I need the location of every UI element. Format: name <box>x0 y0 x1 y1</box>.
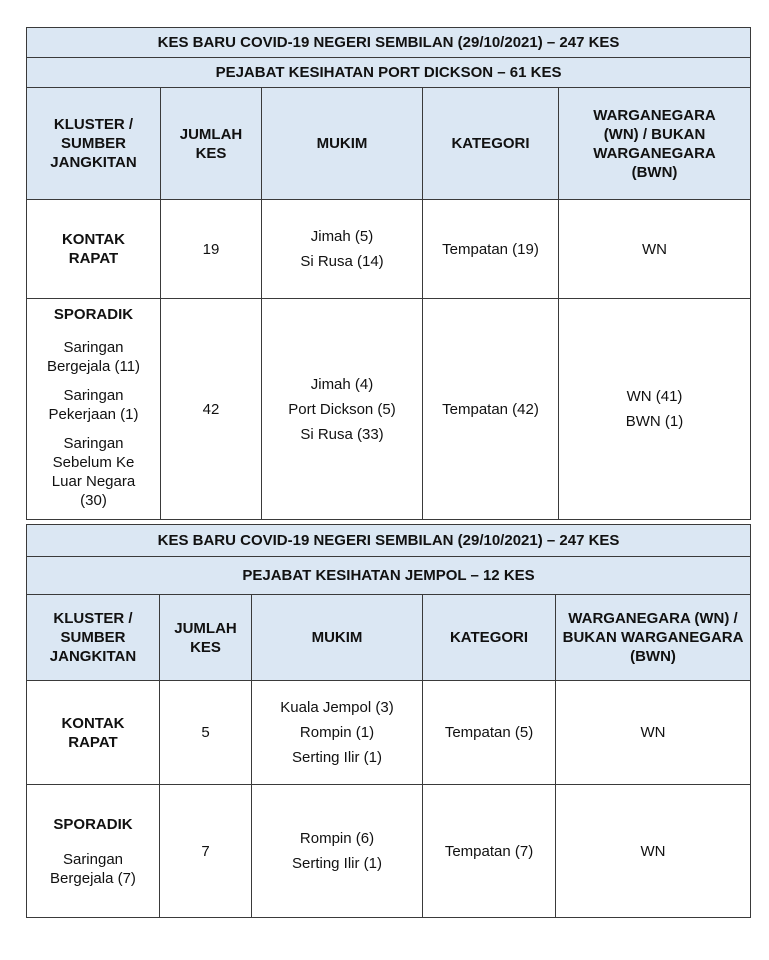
header-warganegara: WARGANEGARA (WN) / BUKAN WARGANEGARA (BWN) <box>556 595 751 681</box>
health-office-title: PEJABAT KESIHATAN PORT DICKSON – 61 KES <box>27 58 751 88</box>
header-mukim: MUKIM <box>252 595 423 681</box>
kategori-cell: Tempatan (7) <box>423 785 556 918</box>
port-dickson-table <box>26 27 751 520</box>
sub-source: Saringan Sebelum Ke Luar Negara (30) <box>51 435 136 509</box>
warga-cell <box>559 299 751 520</box>
mukim-item: Port Dickson (5) <box>288 400 396 418</box>
sub-source: Saringan Bergejala (7) <box>50 850 136 887</box>
kluster-cell: KONTAK RAPAT <box>27 681 160 785</box>
mukim-item: Jimah (5) <box>310 228 374 245</box>
jumlah-cell: 42 <box>161 299 262 520</box>
kluster-cell <box>27 299 161 520</box>
report-title: KES BARU COVID-19 NEGERI SEMBILAN (29/10/2021) – 247 KES <box>27 28 751 58</box>
jumlah-cell: 19 <box>161 200 262 299</box>
kluster-label: SPORADIK <box>53 815 133 833</box>
mukim-item: Si Rusa (14) <box>300 253 384 270</box>
warga-item: WN (41) <box>626 388 683 405</box>
warga-cell: WN <box>559 200 751 299</box>
sub-source: Saringan Pekerjaan (1) <box>48 387 139 423</box>
kluster-cell: KONTAK RAPAT <box>27 200 161 299</box>
warga-item: BWN (1) <box>625 413 684 430</box>
mukim-cell <box>252 681 423 785</box>
mukim-item: Serting Ilir (1) <box>291 855 383 872</box>
header-jumlah: JUMLAH KES <box>160 595 252 681</box>
header-kategori: KATEGORI <box>423 88 559 200</box>
sub-source: Saringan Bergejala (11) <box>46 339 141 375</box>
table-row <box>27 200 751 299</box>
jempol-table <box>26 524 751 918</box>
mukim-item: Rompin (6) <box>299 830 375 847</box>
jumlah-cell: 5 <box>160 681 252 785</box>
header-jumlah: JUMLAH KES <box>161 88 262 200</box>
header-kategori: KATEGORI <box>423 595 556 681</box>
kluster-label: SPORADIK <box>53 306 134 323</box>
mukim-item: Rompin (1) <box>299 724 375 741</box>
jumlah-cell: 7 <box>160 785 252 918</box>
kategori-cell: Tempatan (19) <box>423 200 559 299</box>
mukim-item: Jimah (4) <box>310 375 374 393</box>
mukim-cell <box>252 785 423 918</box>
mukim-cell <box>262 200 423 299</box>
kategori-cell: Tempatan (42) <box>423 299 559 520</box>
mukim-cell <box>262 299 423 520</box>
warga-cell: WN <box>556 785 751 918</box>
kategori-cell: Tempatan (5) <box>423 681 556 785</box>
header-warganegara: WARGANEGARA (WN) / BUKAN WARGANEGARA (BWN) <box>559 88 751 200</box>
header-kluster: KLUSTER / SUMBER JANGKITAN <box>27 595 160 681</box>
report-title: KES BARU COVID-19 NEGERI SEMBILAN (29/10/2021) – 247 KES <box>27 525 751 557</box>
health-office-title: PEJABAT KESIHATAN JEMPOL – 12 KES <box>27 557 751 595</box>
header-mukim: MUKIM <box>262 88 423 200</box>
kluster-cell <box>27 785 160 918</box>
table-row <box>27 299 751 520</box>
mukim-item: Si Rusa (33) <box>300 425 384 443</box>
mukim-item: Serting Ilir (1) <box>291 749 383 766</box>
table-row <box>27 681 751 785</box>
header-kluster: KLUSTER / SUMBER JANGKITAN <box>27 88 161 200</box>
table-row <box>27 785 751 918</box>
warga-cell: WN <box>556 681 751 785</box>
mukim-item: Kuala Jempol (3) <box>280 699 394 716</box>
